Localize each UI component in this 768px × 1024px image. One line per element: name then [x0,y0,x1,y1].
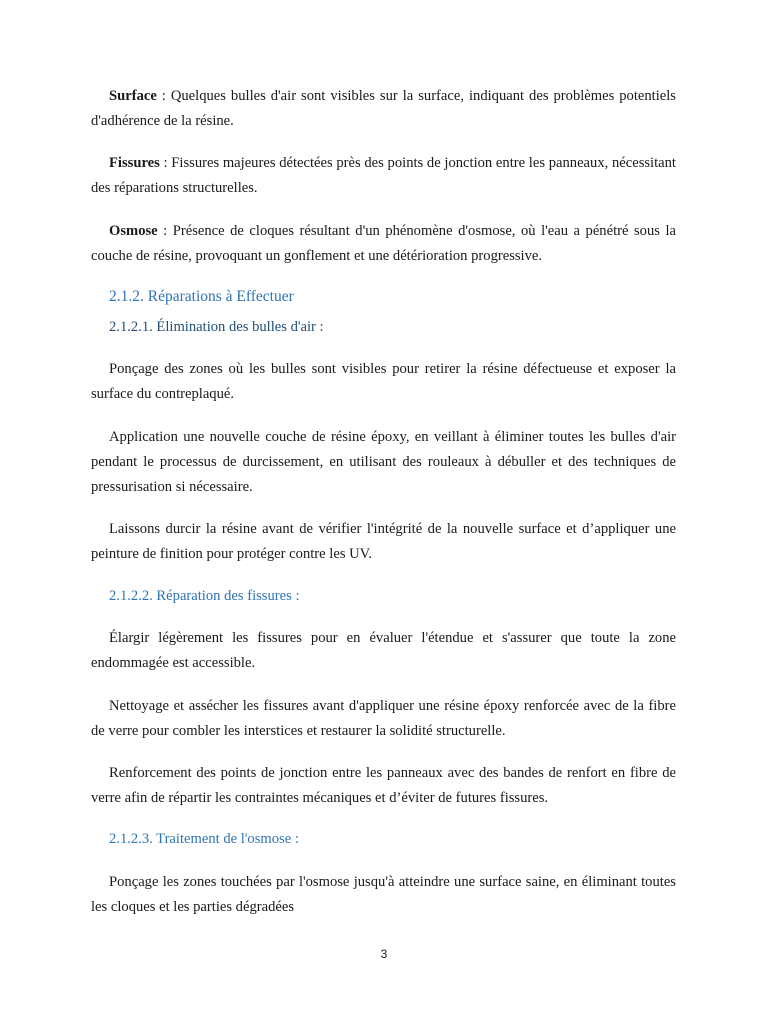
observation-text: : Présence de cloques résultant d'un phénomène d'osmose, où l'eau a pénétré sous la couche de résine, provoquant un gonflement et une détérioration progressive. [91,223,676,264]
paragraph: Ponçage des zones où les bulles sont visibles pour retirer la résine défectueuse et exposer la surface du contreplaqué. [91,361,676,402]
subsection-heading-fissures: 2.1.2.2. Réparation des fissures : [109,588,300,604]
observation-text: : Quelques bulles d'air sont visibles sur la surface, indiquant des problèmes potentiels d'adhérence de la résine. [91,88,676,129]
observation-fissures [91,151,676,201]
observation-label: Fissures [109,155,160,171]
observation-label: Surface [109,88,157,104]
page-number: 3 [380,947,388,961]
section-heading: 2.1.2. Réparations à Effectuer [109,288,294,305]
paragraph: Application une nouvelle couche de résine époxy, en veillant à éliminer toutes les bulles d'air pendant le processus de durcissement, en utilisant des rouleaux à débuller et des techniques de pressurisation si nécessaire. [91,429,676,495]
observation-text: : Fissures majeures détectées près des points de jonction entre les panneaux, nécessitant des réparations structurelles. [91,155,676,196]
subsection-heading-osmose: 2.1.2.3. Traitement de l'osmose : [109,831,299,847]
paragraph: Renforcement des points de jonction entre les panneaux avec des bandes de renfort en fibre de verre afin de répartir les contraintes mécaniques et d’éviter de futures fissures. [91,765,676,806]
observation-label: Osmose [109,223,158,239]
paragraph: Élargir légèrement les fissures pour en évaluer l'étendue et s'assurer que toute la zone endommagée est accessible. [91,630,676,671]
subsection-heading-bulles: 2.1.2.1. Élimination des bulles d'air : [109,319,324,335]
paragraph: Laissons durcir la résine avant de vérifier l'intégrité de la nouvelle surface et d’appliquer une peinture de finition pour protéger contre les UV. [91,521,676,562]
paragraph: Nettoyage et assécher les fissures avant d'appliquer une résine époxy renforcée avec de la fibre de verre pour combler les interstices et restaurer la solidité structurelle. [91,698,676,739]
observation-surface [91,84,676,134]
observation-osmose [91,219,676,269]
paragraph: Ponçage les zones touchées par l'osmose jusqu'à atteindre une surface saine, en éliminant toutes les cloques et les parties dégradées [91,874,676,915]
